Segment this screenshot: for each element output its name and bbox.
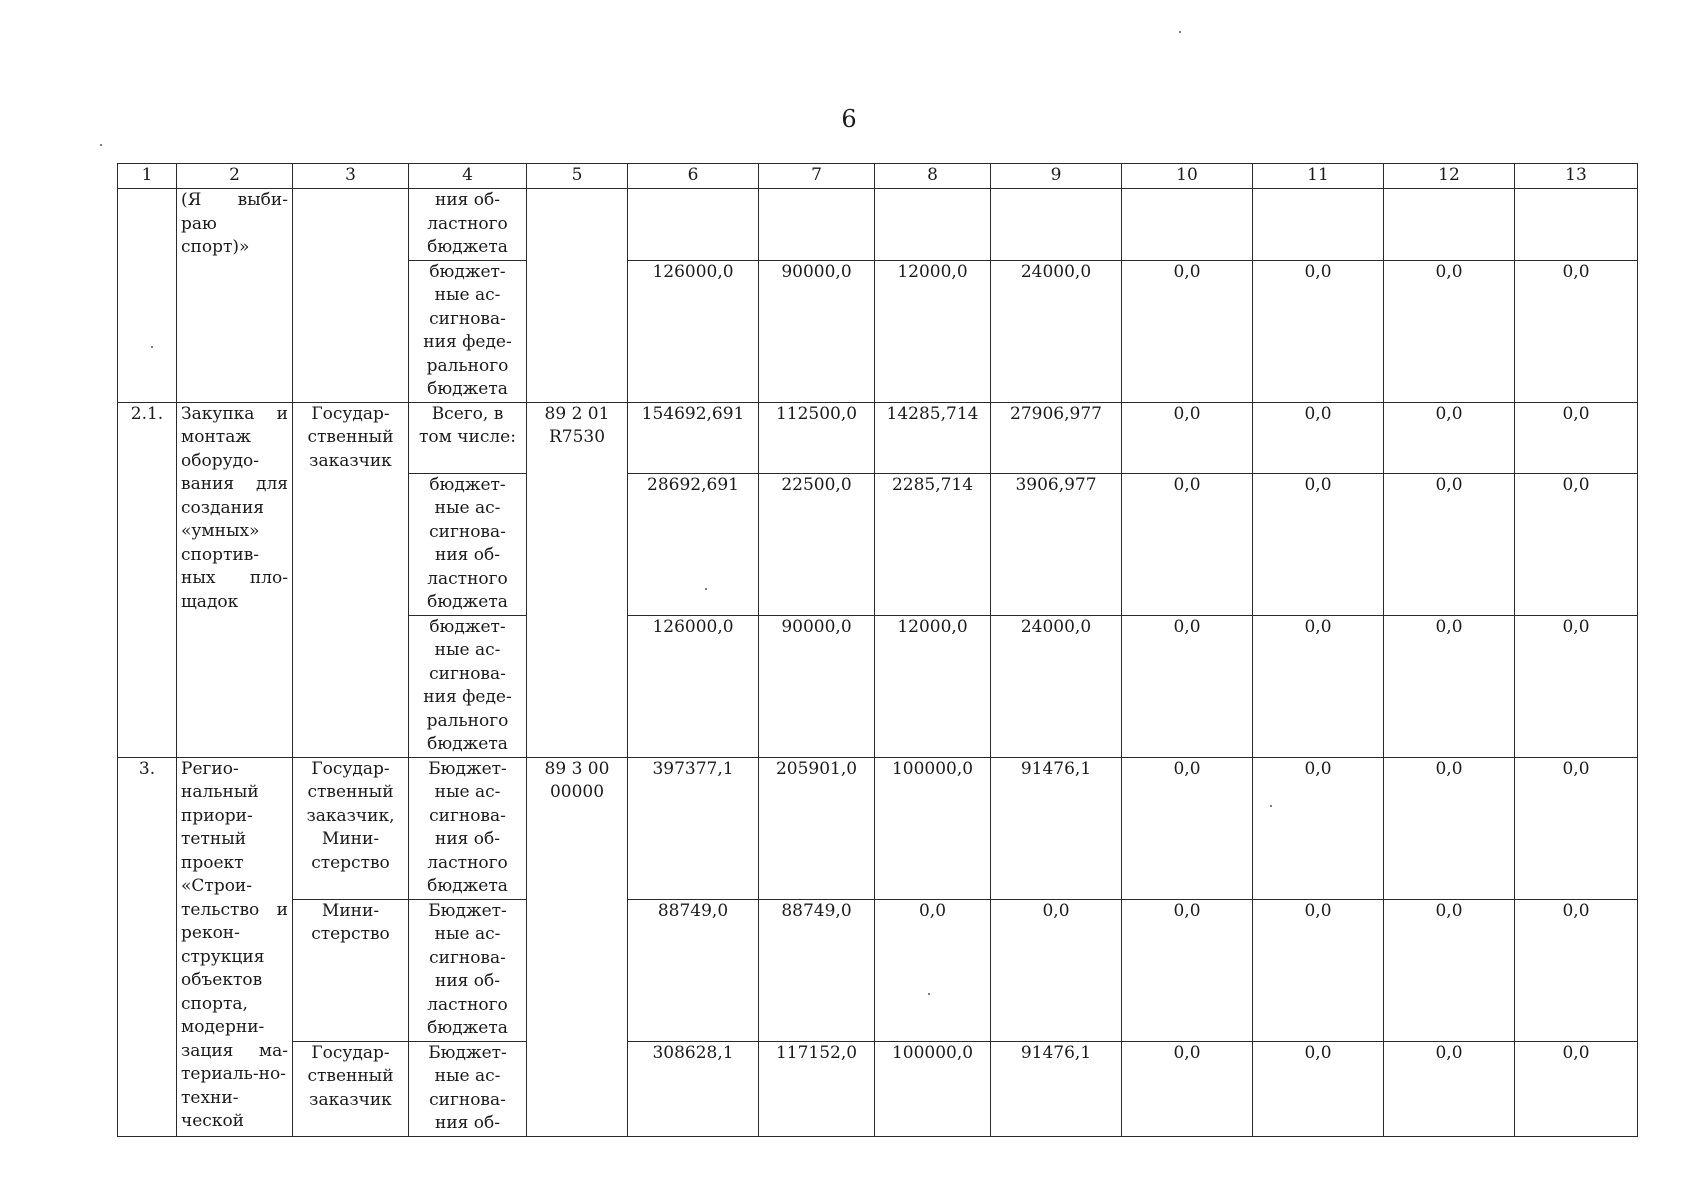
- amount: 397377,1: [628, 757, 759, 899]
- amount: 0,0: [1384, 473, 1515, 615]
- amount: 0,0: [1122, 473, 1253, 615]
- scan-speck: [705, 588, 707, 590]
- amount: 126000,0: [628, 615, 759, 757]
- column-number: 12: [1384, 164, 1515, 189]
- amount: 0,0: [1384, 260, 1515, 402]
- funding-source: Бюджет-ные ас-сигнова-ния об-ластного бюджета: [409, 899, 527, 1041]
- funding-source: ния об-ластного бюджета: [409, 189, 527, 261]
- amount: 0,0: [1122, 899, 1253, 1041]
- amount: 0,0: [1253, 473, 1384, 615]
- executor-cell: [293, 189, 409, 403]
- column-number: 1: [118, 164, 177, 189]
- amount: 0,0: [1384, 899, 1515, 1041]
- table-row: [118, 757, 1638, 899]
- amount: 0,0: [1122, 402, 1253, 473]
- amount: 2285,714: [875, 473, 991, 615]
- table-row: [118, 402, 1638, 473]
- amount: 12000,0: [875, 615, 991, 757]
- executor: Мини-стерство: [293, 899, 409, 1041]
- scan-speck: [928, 993, 930, 995]
- amount: 0,0: [1515, 1041, 1638, 1136]
- row-number-cell: [118, 189, 177, 403]
- amount: 0,0: [1515, 402, 1638, 473]
- executor: Государ-ственный заказчик: [293, 402, 409, 757]
- funding-source: Бюджет-ные ас-сигнова-ния об-ластного бюджета: [409, 757, 527, 899]
- funding-source: бюджет-ные ас-сигнова-ния феде-рального бюджета: [409, 260, 527, 402]
- amount: 126000,0: [628, 260, 759, 402]
- column-number: 5: [527, 164, 628, 189]
- amount: 0,0: [1253, 899, 1384, 1041]
- amount: 0,0: [1384, 757, 1515, 899]
- amount: 14285,714: [875, 402, 991, 473]
- amount: [1515, 189, 1638, 261]
- column-number: 11: [1253, 164, 1384, 189]
- amount: 0,0: [991, 899, 1122, 1041]
- column-number: 10: [1122, 164, 1253, 189]
- amount: 0,0: [1122, 1041, 1253, 1136]
- amount: 88749,0: [628, 899, 759, 1041]
- executor: Государ-ственный заказчик: [293, 1041, 409, 1136]
- amount: 0,0: [1515, 260, 1638, 402]
- column-number: 2: [177, 164, 293, 189]
- amount: 112500,0: [759, 402, 875, 473]
- scan-speck: [151, 346, 153, 348]
- column-number: 6: [628, 164, 759, 189]
- amount: 22500,0: [759, 473, 875, 615]
- column-number: 4: [409, 164, 527, 189]
- column-number-row: [118, 164, 1638, 189]
- amount: 0,0: [1253, 757, 1384, 899]
- amount: 91476,1: [991, 757, 1122, 899]
- amount: 308628,1: [628, 1041, 759, 1136]
- amount: [875, 189, 991, 261]
- amount: [991, 189, 1122, 261]
- amount: [1122, 189, 1253, 261]
- amount: 0,0: [1384, 1041, 1515, 1136]
- amount: 117152,0: [759, 1041, 875, 1136]
- executor: Государ-ственный заказчик, Мини-стерство: [293, 757, 409, 899]
- budget-code-cell: [527, 189, 628, 403]
- amount: 0,0: [1253, 402, 1384, 473]
- amount: [628, 189, 759, 261]
- row-number: 3.: [118, 757, 177, 1136]
- amount: 0,0: [1253, 615, 1384, 757]
- amount: 154692,691: [628, 402, 759, 473]
- budget-code: 89 3 00 00000: [527, 757, 628, 1136]
- amount: 27906,977: [991, 402, 1122, 473]
- table-row: [118, 189, 1638, 261]
- amount: 28692,691: [628, 473, 759, 615]
- amount: 100000,0: [875, 757, 991, 899]
- amount: 0,0: [1384, 615, 1515, 757]
- amount: 100000,0: [875, 1041, 991, 1136]
- scan-speck: [1270, 805, 1272, 807]
- column-number: 8: [875, 164, 991, 189]
- amount: 3906,977: [991, 473, 1122, 615]
- amount: 90000,0: [759, 615, 875, 757]
- amount: [1253, 189, 1384, 261]
- amount: 24000,0: [991, 260, 1122, 402]
- activity-name: Закупка и монтаж оборудо-вания для создания «умных» спортив-ных пло-щадок: [177, 402, 293, 757]
- amount: 0,0: [1515, 757, 1638, 899]
- budget-code: 89 2 01 R7530: [527, 402, 628, 757]
- amount: [759, 189, 875, 261]
- amount: 12000,0: [875, 260, 991, 402]
- budget-table: [117, 163, 1638, 1137]
- amount: 0,0: [1122, 260, 1253, 402]
- column-number: 13: [1515, 164, 1638, 189]
- amount: [1384, 189, 1515, 261]
- amount: 0,0: [1253, 1041, 1384, 1136]
- amount: 88749,0: [759, 899, 875, 1041]
- amount: 0,0: [1515, 615, 1638, 757]
- scan-speck: [1179, 31, 1181, 33]
- amount: 0,0: [1122, 757, 1253, 899]
- column-number: 7: [759, 164, 875, 189]
- amount: 205901,0: [759, 757, 875, 899]
- activity-name: (Я выби-раю спорт)»: [177, 189, 293, 403]
- funding-source: бюджет-ные ас-сигнова-ния феде-рального бюджета: [409, 615, 527, 757]
- column-number: 9: [991, 164, 1122, 189]
- column-number: 3: [293, 164, 409, 189]
- scan-speck: [100, 144, 102, 146]
- table-row: [118, 1041, 1638, 1136]
- funding-source: бюджет-ные ас-сигнова-ния об-ластного бюджета: [409, 473, 527, 615]
- amount: 90000,0: [759, 260, 875, 402]
- amount: 0,0: [875, 899, 991, 1041]
- amount: 0,0: [1515, 899, 1638, 1041]
- amount: 0,0: [1384, 402, 1515, 473]
- amount: 0,0: [1515, 473, 1638, 615]
- amount: 0,0: [1122, 615, 1253, 757]
- amount: 0,0: [1253, 260, 1384, 402]
- page-number: 6: [841, 105, 857, 133]
- table-row: [118, 899, 1638, 1041]
- funding-source: Бюджет-ные ас-сигнова-ния об-: [409, 1041, 527, 1136]
- activity-name: Регио-нальный приори-тетный проект «Строи-тельство и рекон-струкция объектов спорта, модерни-зация ма-териаль-но-техни-ческой: [177, 757, 293, 1136]
- amount: 24000,0: [991, 615, 1122, 757]
- amount: 91476,1: [991, 1041, 1122, 1136]
- funding-source: Всего, в том числе:: [409, 402, 527, 473]
- row-number: 2.1.: [118, 402, 177, 757]
